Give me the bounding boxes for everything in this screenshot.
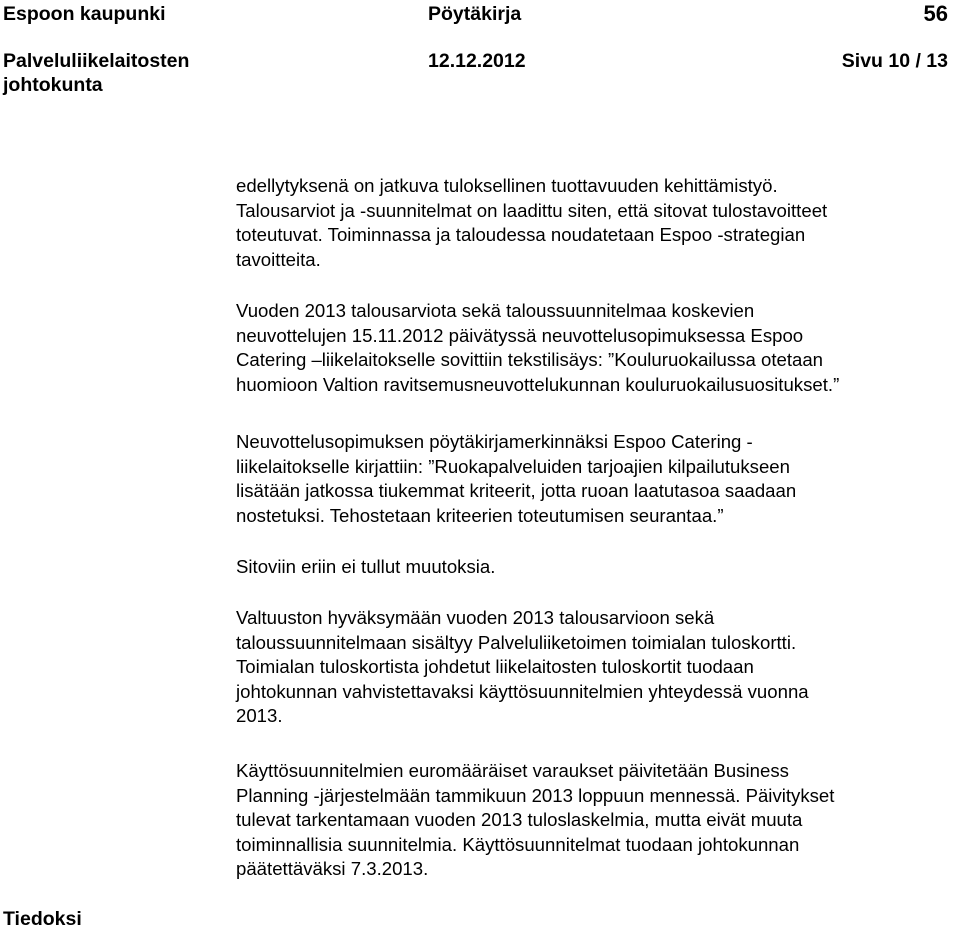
- text-line: tulevat tarkentamaan vuoden 2013 tuloslaskelmia, mutta eivät muuta: [236, 809, 803, 831]
- paragraph-1: [236, 174, 951, 272]
- text-line: Planning -järjestelmään tammikuun 2013 loppuun mennessä. Päivitykset: [236, 784, 835, 806]
- city-name: Espoon kaupunki: [3, 3, 166, 25]
- page-indicator: Sivu 10 / 13: [841, 50, 948, 72]
- body-name-line2: johtokunta: [3, 74, 103, 96]
- text-line: nostetuksi. Tehostetaan kriteerien toteutumisen seurantaa.”: [236, 504, 724, 526]
- body-name-line1: Palveluliikelaitosten: [3, 50, 190, 72]
- text-line: Neuvottelusopimuksen pöytäkirjamerkinnäksi Espoo Catering -: [236, 431, 753, 452]
- text-line: Käyttösuunnitelmien euromääräiset varaukset päivitetään Business: [236, 760, 789, 781]
- text-line: lisätään jatkossa tiukemmat kriteerit, jotta ruoan laatutasoa saadaan: [236, 480, 797, 502]
- paragraph-2: [236, 299, 951, 397]
- meeting-date: 12.12.2012: [428, 50, 526, 72]
- text-line: Valtuuston hyväksymään vuoden 2013 talousarvioon sekä: [236, 607, 715, 628]
- text-line: 2013.: [236, 705, 283, 727]
- text-line: huomioon Valtion ravitsemusneuvottelukunnan kouluruokailusuositukset.”: [236, 373, 840, 395]
- section-label: Tiedoksi: [3, 908, 82, 930]
- text-line: neuvottelujen 15.11.2012 päivätyssä neuvottelusopimuksessa Espoo: [236, 324, 804, 346]
- text-line: taloussuunnitelmaan sisältyy Palveluliiketoimen toimialan tuloskortti.: [236, 631, 797, 653]
- text-line: Toimialan tuloskortista johdetut liikelaitosten tuloskortit tuodaan: [236, 656, 754, 678]
- text-line: päätettäväksi 7.3.2013.: [236, 858, 429, 880]
- text-line: liikelaitokselle kirjattiin: ”Ruokapalveluiden tarjoajien kilpailutukseen: [236, 455, 790, 477]
- text-line: Talousarviot ja -suunnitelmat on laadittu siten, että sitovat tulostavoitteet: [236, 199, 828, 221]
- text-line: edellytyksenä on jatkuva tuloksellinen tuottavuuden kehittämistyö.: [236, 175, 778, 196]
- text-line: Sitoviin eriin ei tullut muutoksia.: [236, 556, 496, 577]
- document-type: Pöytäkirja: [428, 3, 522, 25]
- paragraph-3: [236, 430, 951, 528]
- paragraph-4: [236, 555, 951, 580]
- paragraph-6: [236, 759, 951, 882]
- paragraph-5: [236, 606, 951, 729]
- text-line: toiminnallisia suunnitelmia. Käyttösuunnitelmat tuodaan johtokunnan: [236, 833, 800, 855]
- section-number: 56: [923, 1, 948, 26]
- text-line: Catering –liikelaitokselle sovittiin tekstilisäys: ”Kouluruokailussa otetaan: [236, 349, 824, 371]
- text-line: toteutuvat. Toiminnassa ja taloudessa noudatetaan Espoo -strategian: [236, 224, 806, 246]
- text-line: tavoitteita.: [236, 248, 321, 270]
- text-line: Vuoden 2013 talousarviota sekä taloussuunnitelmaa koskevien: [236, 300, 755, 321]
- text-line: johtokunnan vahvistettavaksi käyttösuunnitelmien yhteydessä vuonna: [236, 680, 809, 702]
